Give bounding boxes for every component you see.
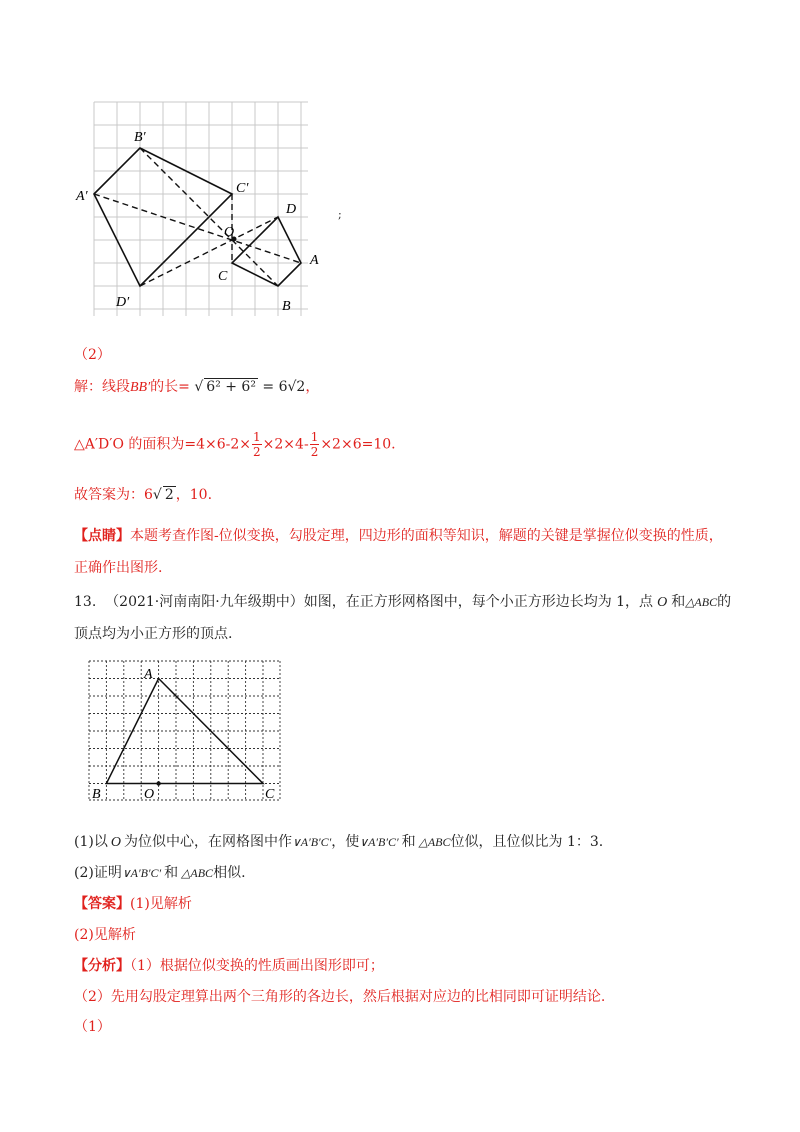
dianjing-line2: 正确作出图形. — [74, 560, 163, 576]
area-frac1: $\frac{1}{2}$ — [253, 430, 261, 459]
answer-a1: (1)见解析 — [130, 896, 192, 912]
sub1-and: 和 — [401, 834, 416, 850]
fig2-label-a: A — [144, 667, 153, 682]
label-a: A — [310, 253, 319, 268]
figure-side-mark: ; — [338, 208, 342, 221]
sub2-and: 和 — [164, 865, 179, 881]
sub1-mid2: ，使 — [331, 834, 360, 850]
sol-mid: 的长= — [150, 379, 190, 395]
answer-line2: (2)见解析 — [74, 927, 136, 943]
answer-sqrt: √ 2 — [152, 487, 174, 503]
sub2-tri2: △ABC — [181, 866, 214, 880]
q13-tri: △ABC — [685, 595, 718, 609]
sub1-end: 位似，且位似比为 1：3. — [450, 834, 604, 850]
area-frac2: $\frac{1}{2}$ — [310, 430, 319, 459]
area-end: ×2×6=10. — [320, 436, 396, 453]
sub1-mid: 为位似中心，在网格图中作 — [123, 834, 292, 850]
area-prefix: △A′D′O 的面积为=4×6-2× — [74, 436, 252, 453]
q13-num: 13. — [74, 594, 97, 610]
grid-lines-dotted — [89, 661, 280, 800]
sol-prefix: 解：线段 — [74, 379, 130, 395]
analysis-line3: （1） — [74, 1019, 111, 1035]
label-a-prime: A′ — [76, 189, 88, 204]
q13-src: （2021·河南南阳·九年级期中）如图，在正方形网格图中，每个小正方形边长均为 1，点 — [105, 594, 654, 610]
label-b: B — [282, 299, 291, 314]
q13-sub1 — [74, 831, 603, 851]
fig2-label-o: O — [144, 787, 155, 802]
answer-tag: 【答案】 — [74, 896, 130, 912]
sub1-o: O — [110, 835, 121, 850]
sqrt-inner: 6² + 6² — [206, 379, 256, 395]
figure-triangle-grid — [84, 656, 284, 806]
analysis-tag: 【分析】 — [74, 958, 130, 974]
label-c: C — [218, 269, 228, 284]
analysis-line1 — [74, 955, 384, 975]
sub1-pre: (1)以 — [74, 834, 108, 850]
sub1-tri3: △ABC — [418, 835, 451, 849]
part2-area-line — [74, 430, 396, 459]
q13-line1 — [74, 591, 731, 611]
part2-solution-line — [74, 376, 319, 396]
answer-end: ，10. — [175, 487, 213, 503]
fig2-label-b: B — [92, 787, 101, 802]
sub2-pre: (2)证明 — [74, 865, 122, 881]
q13-o: O — [657, 595, 668, 610]
area-mid: ×2×4- — [262, 436, 309, 453]
label-o: O — [224, 225, 235, 240]
sol-end: ， — [305, 379, 320, 395]
dianjing-tag: 【点睛】 — [74, 528, 130, 544]
dianjing-line1 — [74, 525, 723, 545]
q13-sub2 — [74, 862, 246, 882]
figure-dilation-grid — [74, 96, 334, 322]
sub1-tri2: ∨A′B′C′ — [359, 835, 399, 849]
dianjing-text1: 本题考查作图-位似变换，勾股定理，四边形的面积等知识，解题的关键是掌握位似变换的性质， — [130, 528, 723, 544]
analysis-t1: （1）根据位似变换的性质画出图形即可； — [130, 958, 384, 974]
fig2-label-c: C — [265, 787, 275, 802]
answer-line1 — [74, 893, 192, 913]
label-c-prime: C′ — [236, 181, 249, 196]
sub1-tri1: ∨A′B′C′ — [291, 835, 332, 849]
label-d: D — [286, 202, 297, 217]
sol-seg: BB′ — [130, 380, 151, 395]
point-o-fig2 — [156, 781, 160, 785]
label-b-prime: B′ — [134, 130, 146, 145]
sub2-tri1: ∨A′B′C′ — [121, 866, 162, 880]
part2-heading: （2） — [74, 347, 111, 363]
sub2-end: 相似. — [213, 865, 246, 881]
label-d-prime: D′ — [116, 295, 130, 310]
part2-answer-line — [74, 484, 212, 504]
analysis-line2: （2）先用勾股定理算出两个三角形的各边长，然后根据对应边的比相同即可证明结论. — [74, 989, 606, 1005]
q13-line2: 顶点均为小正方形的顶点. — [74, 626, 233, 642]
eq-result: = 6√2 — [262, 379, 306, 395]
q13-of: 的 — [717, 594, 732, 610]
answer-prefix: 故答案为：6 — [74, 487, 153, 503]
sqrt-expression: √ 6² + 6² = 6√2 — [194, 379, 306, 395]
q13-and: 和 — [671, 594, 686, 610]
